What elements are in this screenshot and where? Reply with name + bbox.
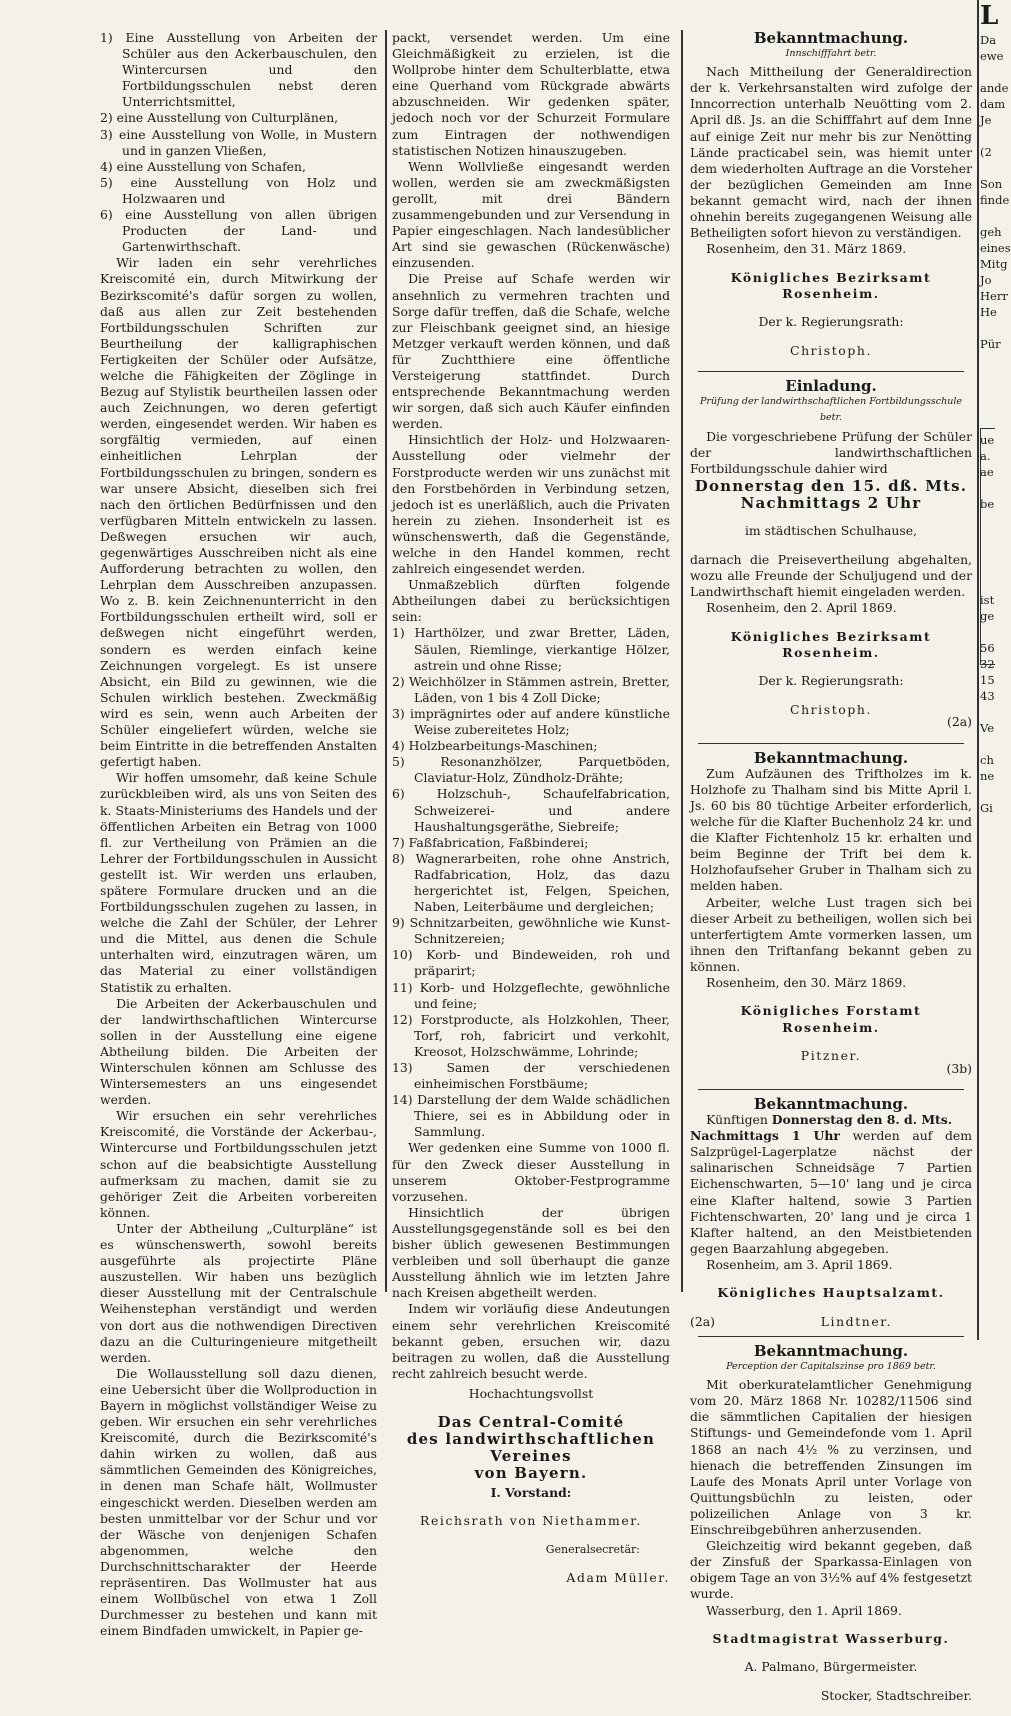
edge-fragment: be bbox=[980, 497, 995, 511]
edge-fragment: ewe bbox=[980, 49, 1004, 63]
category-item: 7) Faßfabrication, Faßbinderei; bbox=[392, 834, 589, 850]
edge-fragment: Herr bbox=[980, 289, 1008, 303]
edge-fragment: finde bbox=[980, 193, 1010, 207]
notice-lead-time: Nachmittags 1 Uhr bbox=[690, 1128, 840, 1144]
notice-body: Gleichzeitig wird bekannt gegeben, daß der Zinsfuß der Sparkassa-Einlagen von obigem Tage an von 3½% auf 4% festgesetzt wurde. bbox=[690, 1538, 972, 1602]
edge-fragment: 43 bbox=[980, 689, 995, 703]
notice-office: Stadtmagistrat Wasserburg. bbox=[712, 1631, 950, 1646]
paragraph: Wer gedenken eine Summe von 1000 fl. für den Zweck dieser Ausstellung in unserem Oktober-Festprogramme vorzusehen. bbox=[392, 1140, 670, 1204]
signer-line: Das Central-Comité bbox=[437, 1413, 625, 1432]
notice-signature: Pitzner. bbox=[800, 1048, 862, 1064]
paragraph: Unmaßzeblich dürften folgende Abtheilungen dabei zu berücksichtigen sein: bbox=[392, 577, 670, 625]
notice-signature: Lindtner. bbox=[820, 1313, 892, 1329]
notice-body: werden auf dem Salzprügel-Lagerplatze nächst der salinarischen Schneidsäge 7 Partien Eichenschwarten, 5—10' lang und je circa eine Klafter haltend, sowie 3 Partien Fichtenschwarten, 20' lang und je circa 1 Klafter haltend, an den Meistbietenden gegen Baarzahlung abgegeben. bbox=[690, 1128, 972, 1256]
category-item: 5) Resonanzhölzer, Parquetböden, Claviatur-Holz, Zündholz-Drähte; bbox=[392, 754, 670, 786]
edge-fragment bbox=[980, 320, 1000, 336]
notice-office: Königliches Bezirksamt Rosenheim. bbox=[730, 628, 932, 660]
exhibition-item: 3) eine Ausstellung von Wolle, in Mustern und in ganzen Vließen, bbox=[100, 126, 377, 158]
edge-fragment: geh bbox=[980, 225, 1002, 239]
vorstand-name: Reichsrath von Niethammer. bbox=[420, 1513, 642, 1529]
notice-body: darnach die Preisevertheilung abgehalten, wozu alle Freunde der Schuljugend und der Landwirthschaft hiemit eingeladen werden. bbox=[690, 551, 972, 600]
paragraph: Wir ersuchen ein sehr verehrliches Kreiscomité, die Vorstände der Ackerbau-, Wintercurse und Fortbildungsschulen jetzt schon auf die beabsichtigte Ausstellung aufmerksam zu machen, damit sie zu gehöriger Zeit die Arbeiten vorbereiten können. bbox=[100, 1108, 377, 1220]
paragraph: Indem wir vorläufig diese Andeutungen einem sehr verehrlichen Kreiscomité bekannt geben, ersuchen wir, dazu beitragen zu wollen, daß die Ausstellung recht zahlreich besucht werde. bbox=[392, 1301, 670, 1381]
paragraph: Die Preise auf Schafe werden wir ansehnlich zu vermehren trachten und Sorge dafür treffen, daß die Schafe, welche zur Fleischbank geeignet sind, an hiesige Metzger verkauft werden können, und daß für Zuchtthiere eine öffentliche Versteigerung stattfindet. Durch entsprechende Bekanntmachung werden wir sorgen, daß sich auch Käufer einfinden werden. bbox=[392, 271, 670, 432]
notice-title: Einladung. bbox=[785, 377, 877, 396]
notice-code: (2a) bbox=[947, 714, 972, 730]
notice-lead-word: Künftigen bbox=[706, 1112, 768, 1128]
notice-rank: Der k. Regierungsrath: bbox=[758, 673, 904, 689]
notice-rank: Der k. Regierungsrath: bbox=[758, 314, 904, 330]
edge-fragment bbox=[980, 368, 1000, 384]
notice-body: Arbeiter, welche Lust tragen sich bei dieser Arbeit zu betheiligen, wollen sich bei unterfertigtem Amte vormerken lassen, um ihnen den Triftanfang bekannt geben zu können. bbox=[690, 894, 972, 974]
notice-date-line: Donnerstag den 15. dß. Mts. bbox=[694, 476, 968, 495]
notice-signature-2: Stocker, Stadtschreiber. bbox=[820, 1687, 972, 1703]
paragraph: Wenn Wollvließe eingesandt werden wollen, werden sie am zweckmäßigsten gerollt, mit drei Bändern zusammengebunden und zur Versendung in Papier eingeschlagen. Nach landesüblicher Art sind sie gewaschen (Rückenwäsche) einzusenden. bbox=[392, 158, 670, 271]
paragraph: packt, versendet werden. Um eine Gleichmäßigkeit zu erzielen, ist die Wollprobe hinter dem Schulterblatte, etwa eine Querhand vom Rückgrade abwärts abzuschneiden. Wir gedenken später, jedoch noch vor der Schurzeit Formulare zum Eintragen der nothwendigen statistischen Notizen hinauszugeben. bbox=[392, 30, 670, 158]
column-1 bbox=[100, 30, 377, 1639]
exhibition-item: 6) eine Ausstellung von allen übrigen Producten der Land- und Gartenwirthschaft. bbox=[100, 207, 377, 255]
notice-title: Bekanntmachung. bbox=[753, 1342, 909, 1361]
notice-location: im städtischen Schulhause, bbox=[744, 523, 918, 539]
edge-fragment: ue bbox=[980, 433, 995, 447]
edge-fragment: Gi bbox=[980, 801, 993, 815]
category-item: 3) imprägnirtes oder auf andere künstliche Weise zubereitetes Holz; bbox=[392, 705, 670, 738]
notice-office: Königliches Bezirksamt Rosenheim. bbox=[730, 269, 932, 301]
notice-date: Rosenheim, den 2. April 1869. bbox=[706, 600, 897, 616]
category-item: 1) Harthölzer, und zwar Bretter, Läden, Säulen, Riemlinge, vierkantige Hölzer, astrein und ohne Risse; bbox=[392, 625, 670, 673]
notice-body-with-time bbox=[690, 1128, 972, 1257]
column-3 bbox=[690, 30, 972, 1716]
edge-fragment: L bbox=[980, 1, 999, 31]
edge-fragment: ne bbox=[980, 769, 995, 783]
category-item: 10) Korb- und Bindeweiden, roh und präparirt; bbox=[392, 947, 670, 979]
column-rule-2 bbox=[681, 30, 683, 1292]
edge-fragment bbox=[980, 784, 1000, 800]
edge-fragment: He bbox=[980, 305, 997, 319]
notice-title: Bekanntmachung. bbox=[753, 748, 909, 767]
notice-subject: Perception der Capitalszinse pro 1869 betr. bbox=[726, 1361, 936, 1373]
category-item: 9) Schnitzarbeiten, gewöhnliche wie Kunst-Schnitzereien; bbox=[392, 915, 670, 947]
exhibition-item: 5) eine Ausstellung von Holz und Holzwaaren und bbox=[100, 174, 377, 206]
next-page-edge bbox=[980, 0, 1011, 1340]
edge-fragment bbox=[980, 208, 1000, 224]
notice-code: (3b) bbox=[946, 1060, 972, 1076]
edge-fragment: 56 bbox=[980, 641, 995, 655]
paragraph: Hinsichtlich der übrigen Ausstellungsgegenstände soll es bei den bisher üblich gewesenen Bestimmungen verbleiben und soll überhaupt die ganze Ausstellung ähnlich wie im letzten Jahre nach Kreisen abgetheilt werden. bbox=[392, 1204, 670, 1301]
notice-body: Nach Mittheilung der Generaldirection der k. Verkehrsanstalten wird zufolge der Inncorrection unterhalb Neuötting vom 2. April dß. Js. an die Schifffahrt auf dem Inne auf einige Zeit nur mehr bis zur Nenötting Lände practicabel sein, was hiemit unter dem wiederholten Auftrage an die Vorsteher der bezüglichen Gemeinden am Inne bekannt gemacht wird, nach der ihnen ohnehin bereits zugegangenen Weisung alle Betheiligten sofort hievon zu verständigen. bbox=[690, 64, 972, 241]
column-2 bbox=[392, 30, 670, 1599]
edge-fragment: 15 bbox=[980, 673, 995, 687]
edge-fragment: Mitg bbox=[980, 257, 1008, 271]
edge-fragment: ae bbox=[980, 465, 994, 479]
category-item: 14) Darstellung der dem Walde schädlichen Thiere, sei es in Abbildung oder in Sammlung. bbox=[392, 1092, 670, 1140]
notice-title: Bekanntmachung. bbox=[753, 29, 909, 47]
notice-lead-date: Donnerstag den 8. d. Mts. bbox=[771, 1112, 953, 1128]
paragraph: Hinsichtlich der Holz- und Holzwaaren-Ausstellung oder vielmehr der Forstproducte werden wir uns zunächst mit den Forstbehörden in Verbindung setzen, jedoch ist es unerläßlich, auch die Privaten herein zu ziehen. Insonderheit ist es wünschenswerth, daß die Gegenstände, welche in den Handel kommen, recht zahlreich eingesendet werden. bbox=[392, 432, 670, 577]
category-item: 6) Holzschuh-, Schaufelfabrication, Schweizerei- und andere Haushaltungsgeräthe, Siebreife; bbox=[392, 786, 670, 834]
edge-fragment: (2 bbox=[980, 145, 992, 159]
signer-line: von Bayern. bbox=[474, 1463, 588, 1482]
edge-fragment: Ve bbox=[980, 721, 995, 735]
secretary-name: Adam Müller. bbox=[566, 1570, 670, 1586]
exhibition-item: 1) Eine Ausstellung von Arbeiten der Schüler aus den Ackerbauschulen, den Wintercursen und den Fortbildungsschulen nebst deren Unterrichtsmittel, bbox=[100, 30, 377, 110]
edge-fragment bbox=[980, 128, 1000, 144]
paragraph: Die Wollausstellung soll dazu dienen, eine Uebersicht über die Wollproduction in Bayern in möglichst vollständiger Weise zu geben. Wir ersuchen ein sehr verehrliches Kreiscomité, durch die Bezirkscomité's dahin wirken zu wollen, daß aus sämmtlichen Gemeinden des Königreiches, in denen man Schafe hält, Wollmuster eingeschickt werden. Dieselben werden am besten unmittelbar vor der Schur und vor der Wäsche von denjenigen Schafen abgenommen, welche den Durchschnittscharakter der Heerde repräsentiren. Das Wollmuster hat aus einem Wollbüschel von etwa 1 Zoll Durchmesser zu bestehen und kann mit einem Bindfaden umwickelt, in Papier ge- bbox=[100, 1365, 377, 1639]
edge-fragment: ge bbox=[980, 609, 995, 623]
edge-lines bbox=[980, 0, 1011, 816]
paragraph: Die Arbeiten der Ackerbauschulen und der landwirthschaftlichen Wintercurse sollen in der Ausstellung eine eigene Abtheilung bilden. Die Arbeiten der Winterschulen können am Schlusse des Wintersemesters an uns eingesendet werden. bbox=[100, 995, 377, 1108]
category-item: 12) Forstproducte, als Holzkohlen, Theer, Torf, roh, fabricirt und verkohlt, Kreosot, Holzschwämme, Lohrinde; bbox=[392, 1011, 670, 1059]
edge-fragment: eines bbox=[980, 241, 1011, 255]
notice-body: Die vorgeschriebene Prüfung der Schüler der landwirthschaftlichen Fortbildungsschule dahier wird bbox=[690, 428, 972, 476]
edge-fragment: Son bbox=[980, 177, 1003, 191]
edge-fragment bbox=[980, 736, 1000, 752]
edge-fragment: Je bbox=[980, 113, 992, 127]
notice-separator bbox=[698, 1336, 964, 1337]
edge-fragment: 32 bbox=[980, 657, 995, 671]
closing-salutation: Hochachtungsvollst bbox=[468, 1385, 594, 1401]
paragraph: Wir laden ein sehr verehrliches Kreiscomité ein, durch Mitwirkung der Bezirkscomité's dafür sorgen zu wollen, daß aus allen zur Zeit bestehenden Fortbildungsschulen Schriften zur Beurtheilung der kalligraphischen Fertigkeiten der Schüler oder Aufsätze, welche die Fähigkeiten der Zöglinge in Bezug auf Stylistik beurtheilen lassen oder auch Zeichnungen, wo deren gefertigt werden, eingesendet werden. Wir haben es sorgfältig vermieden, auf einen einheitlichen Lehrplan der Fortbildungsschulen zu bringen, sondern es war unsere Absicht, dieselben sich frei nach den örtlichen Bedürfnissen und den verfügbaren Mitteln entwickeln zu lassen. Deßwegen ersuchen wir auch, gegenwärtiges Ausschreiben nicht als eine Aufforderung betrachten zu wollen, den Lehrplan dem Ausschreiben anzupassen. Wo z. B. kein Zeichnenunterricht in den Fortbildungsschulen ertheilt wird, soll er deßwegen nicht eingeführt werden, sondern es werden einfach keine Zeichnungen vorgelegt. Es ist unsere Absicht, ein Bild zu gewinnen, wie die Schulen wirklich bestehen. Zweckmäßig wird es sein, wenn auch Arbeiten der Schüler eingeliefert würden, welche sie beim Eintritte in die betreffenden Anstalten gefertigt haben. bbox=[100, 255, 377, 770]
edge-fragment: ande bbox=[980, 81, 1009, 95]
category-item: 8) Wagnerarbeiten, rohe ohne Anstrich, Radfabrication, Holz, das dazu hergerichtet ist, Felgen, Speichen, Naben, Leiterbäume und dergleichen; bbox=[392, 850, 670, 915]
secretary-label: Generalsecretär: bbox=[545, 1542, 640, 1556]
notice-date: Rosenheim, am 3. April 1869. bbox=[706, 1256, 893, 1272]
edge-fragment: ist bbox=[980, 593, 995, 607]
edge-fragment bbox=[980, 384, 1000, 400]
edge-fragment: Jo bbox=[980, 273, 992, 287]
category-item: 11) Korb- und Holzgeflechte, gewöhnliche und feine; bbox=[392, 979, 670, 1011]
notice-signature: Christoph. bbox=[790, 342, 872, 358]
paragraph: Unter der Abtheilung „Culturpläne“ ist es wünschenswerth, sowohl bereits ausgeführte als projectirte Pläne auszustellen. Wir haben uns bezüglich dieser Ausstellung mit der Centralschule Weihenstephan verständigt und werden von dort aus die nothwendigen Directiven dazu an die Culturingenieure mitgetheilt werden. bbox=[100, 1220, 377, 1365]
column-rule-1 bbox=[385, 30, 387, 1292]
edge-fragment: Pür bbox=[980, 337, 1001, 351]
edge-fragment: ch bbox=[980, 753, 994, 767]
edge-fragment: a. bbox=[980, 449, 991, 463]
notice-time-line: Nachmittags 2 Uhr bbox=[740, 493, 922, 512]
vorstand-label: I. Vorstand: bbox=[490, 1484, 572, 1500]
edge-fragment: dam bbox=[980, 97, 1006, 111]
notice-separator bbox=[698, 743, 964, 744]
exhibition-item: 2) eine Ausstellung von Culturplänen, bbox=[100, 110, 339, 126]
notice-date: Wasserburg, den 1. April 1869. bbox=[706, 1602, 902, 1618]
notice-subject: Innschifffahrt betr. bbox=[785, 48, 877, 60]
category-item: 2) Weichhölzer in Stämmen astrein, Bretter, Läden, von 1 bis 4 Zoll Dicke; bbox=[392, 673, 670, 705]
edge-box bbox=[980, 428, 995, 665]
notice-office: Königliches Hauptsalzamt. bbox=[717, 1285, 945, 1301]
category-item: 4) Holzbearbeitungs-Maschinen; bbox=[392, 738, 598, 754]
notice-title: Bekanntmachung. bbox=[753, 1095, 909, 1114]
edge-fragment bbox=[980, 64, 1000, 80]
notice-lead bbox=[690, 1112, 972, 1128]
notice-date: Rosenheim, den 31. März 1869. bbox=[706, 241, 907, 257]
notice-separator bbox=[698, 371, 964, 372]
notice-code: (2a) bbox=[690, 1313, 715, 1329]
edge-fragment: Da bbox=[980, 33, 997, 47]
edge-fragment bbox=[980, 160, 1000, 176]
notice-office: Königliches Forstamt Rosenheim. bbox=[740, 1003, 922, 1035]
edge-fragment bbox=[980, 400, 1000, 416]
notice-body: Zum Aufzäunen des Triftholzes im k. Holzhofe zu Thalham sind bis Mitte April l. Js. 60 bis 80 tüchtige Arbeiter erforderlich, welche für die Klafter Buchenholz 24 kr. und die Klafter Fichtenholz 15 kr. erhalten und beim Beginne der Trift bei dem k. Holzhofaufseher Gruber in Thalham sich zu melden haben. bbox=[690, 765, 972, 894]
notice-date: Rosenheim, den 30. März 1869. bbox=[706, 974, 907, 990]
exhibition-item: 4) eine Ausstellung von Schafen, bbox=[100, 158, 306, 174]
notice-signature: Christoph. bbox=[790, 701, 872, 717]
notice-separator bbox=[698, 1089, 964, 1090]
notice-footer bbox=[690, 1314, 972, 1330]
notice-signature: A. Palmano, Bürgermeister. bbox=[744, 1659, 918, 1675]
edge-fragment bbox=[980, 352, 1000, 368]
page-gutter-rule bbox=[977, 0, 979, 1340]
paragraph: Wir hoffen umsomehr, daß keine Schule zurückbleiben wird, als uns von Seiten des k. Staats-Ministeriums des Handels und der öffentlichen Arbeiten ein Betrag von 1000 fl. zur Vertheilung von Prämien an die Lehrer der Fortbildungsschulen in Aussicht gestellt ist. Wir werden uns erlauben, spätere Formulare drucken und an die Fortbildungsschulen zugehen zu lassen, in welche die Zahl der Schüler, der Lehrer und die Mittel, aus denen die Schule unterhalten wird, einzutragen wären, um das Material zu einer vollständigen Statistik zu erhalten. bbox=[100, 770, 377, 995]
signer-line: des landwirthschaftlichen Vereines bbox=[406, 1430, 656, 1465]
edge-fragment bbox=[980, 704, 1000, 720]
category-item: 13) Samen der verschiedenen einheimischen Forstbäume; bbox=[392, 1060, 670, 1092]
notice-body: Mit oberkuratelamtlicher Genehmigung vom 20. März 1868 Nr. 10282/11506 sind die sämmtlichen Capitalien der hiesigen Stiftungs- und Gemeindefonde vom 1. April 1868 an nach 4½ % zu verzinsen, und hienach die betreffenden Zinsungen im Laufe des Monats April unter Vorlage von Quittungsbüchln zu leisten, oder polizeilichen Anlage von 3 kr. Einschreibgebühren anherzusenden. bbox=[690, 1377, 972, 1538]
notice-subject: Prüfung der landwirthschaftlichen Fortbildungsschule betr. bbox=[700, 396, 962, 424]
